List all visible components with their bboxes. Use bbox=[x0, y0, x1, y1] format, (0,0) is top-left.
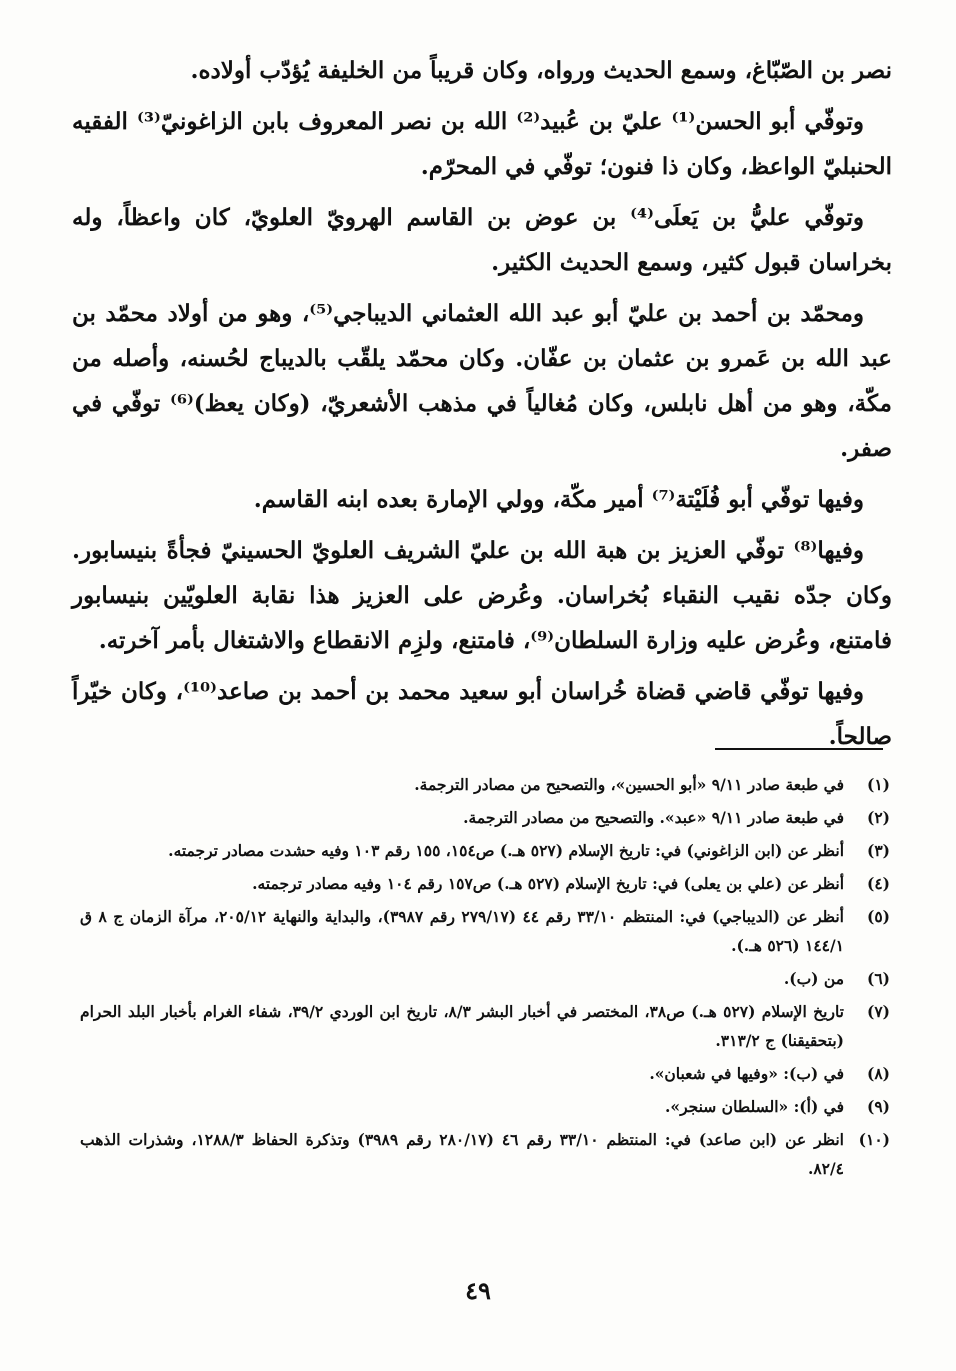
paragraph-7: وفيها توفّي قاضي قضاة خُراسان أبو سعيد محمد بن أحمد بن صاعد⁽¹⁰⁾، وكان خيّراً صالحاً. bbox=[72, 678, 892, 750]
footnote bbox=[80, 902, 890, 960]
footnote bbox=[80, 869, 890, 898]
footnote-number: (١) bbox=[866, 775, 890, 794]
footnote-number: (٦) bbox=[866, 969, 890, 988]
paragraph-3: وتوفّي عليُّ بن يَعلَى⁽⁴⁾ بن عوض بن القاسم الهرويّ العلويّ، كان واعظاً، وله بخراسان قبول كثير، وسمع الحديث الكثير. bbox=[72, 204, 892, 276]
footnote-text: تاريخ الإسلام (٥٢٧ هـ.) ص٣٨، المختصر في أخبار البشر ٨/٣، تاريخ ابن الوردي ٣٩/٢، شفاء الغرام بأخبار البلد الحرام (بتحقيقنا) ج ٣١٣/٢. bbox=[80, 1002, 844, 1050]
footnote-number: (٩) bbox=[866, 1097, 890, 1116]
footnote-number: (٢) bbox=[866, 808, 890, 827]
page-number: ٤٩ bbox=[465, 1276, 491, 1305]
footnote-text: أنظر عن (ابن الزاغوني) في: تاريخ الإسلام (٥٢٧ هـ.) ص١٥٤، ١٥٥ رقم ١٠٣ وفيه حشدت مصادر ترجمته. bbox=[168, 841, 844, 860]
footnote-text: من (ب). bbox=[783, 969, 844, 988]
paragraph-4: ومحمّد بن أحمد بن عليّ أبو عبد الله العثماني الديباجي⁽⁵⁾، وهو من أولاد محمّد بن عبد الله بن عَمرو بن عثمان بن عفّان. وكان محمّد يلقّب بالديباج لحُسنه، وأصله من مكّة، وهو من أهل نابلس، وكان مُغالياً في مذهب الأشعريّ، (وكان يعظ)⁽⁶⁾ توفّي في صفر. bbox=[72, 300, 893, 462]
footnote-text: في (أ): «السلطان سنجر». bbox=[664, 1097, 844, 1116]
footnote-text: في طبعة صادر ٩/١١ «عبد». والتصحيح من مصادر الترجمة. bbox=[463, 808, 844, 827]
footnote-number: (٥) bbox=[866, 907, 890, 926]
footnote bbox=[80, 1092, 890, 1121]
footnote bbox=[80, 803, 890, 832]
footnote-number: (١٠) bbox=[858, 1130, 890, 1149]
footnote bbox=[80, 964, 890, 993]
footnote-text: في طبعة صادر ٩/١١ «أبو الحسين»، والتصحيح من مصادر الترجمة. bbox=[414, 775, 844, 794]
footnote bbox=[80, 770, 890, 799]
footnote bbox=[80, 836, 890, 865]
paragraph-6: وفيها⁽⁸⁾ توفّي العزيز بن هبة الله بن عليّ الشريف العلويّ الحسينيّ فجأةً بنيسابور. وكان جدّه نقيب النقباء بُخراسان. وعُرض على العزيز هذا نقابة العلويّين بنيسابور فامتنع، وعُرض عليه وزارة السلطان⁽⁹⁾، فامتنع، ولزِم الانقطاع والاشتغال بأمر آخرته. bbox=[72, 537, 892, 654]
main-text bbox=[72, 48, 892, 765]
paragraph-5: وفيها توفّي أبو فُلَيْتة⁽⁷⁾ أمير مكّة، وولي الإمارة بعده ابنه القاسم. bbox=[253, 486, 864, 513]
footnote bbox=[80, 1125, 890, 1183]
footnote-text: أنظر عن (الديباجي) في: المنتظم ٣٣/١٠ رقم ٤٤ (٢٧٩/١٧ رقم ٣٩٨٧)، والبداية والنهاية ٢٠٥/١٢، مرآة الزمان ج ٨ ق ١٤٤/١ (٥٢٦ هـ.). bbox=[80, 907, 844, 955]
footnote bbox=[80, 1059, 890, 1088]
footnote-divider bbox=[715, 748, 883, 750]
footnote-number: (٤) bbox=[866, 874, 890, 893]
paragraph-1: نصر بن الصّبّاغ، وسمع الحديث ورواه، وكان قريباً من الخليفة يُؤدّب أولاده. bbox=[190, 57, 892, 84]
footnote-number: (٨) bbox=[866, 1064, 890, 1083]
footnote-number: (٣) bbox=[866, 841, 890, 860]
footnote-text: في (ب): «وفيها في شعبان». bbox=[649, 1064, 844, 1083]
footnote-number: (٧) bbox=[866, 1002, 890, 1021]
footnote bbox=[80, 997, 890, 1055]
footnote-text: انظر عن (ابن صاعد) في: المنتظم ٣٣/١٠ رقم ٤٦ (٢٨٠/١٧ رقم ٣٩٨٩) وتذكرة الحفاظ ١٢٨٨/٣، وشذرات الذهب ٨٢/٤. bbox=[80, 1130, 844, 1178]
paragraph-2: وتوفّي أبو الحسن⁽¹⁾ عليّ بن عُبيد⁽²⁾ الله بن نصر المعروف بابن الزاغونيّ⁽³⁾ الفقيه الحنبليّ الواعظ، وكان ذا فنون؛ توفّي في المحرّم. bbox=[72, 108, 892, 180]
footnotes bbox=[80, 770, 890, 1187]
footnote-text: أنظر عن (علي بن يعلى) في: تاريخ الإسلام (٥٢٧ هـ.) ص١٥٧ رقم ١٠٤ وفيه مصادر ترجمته. bbox=[252, 874, 844, 893]
